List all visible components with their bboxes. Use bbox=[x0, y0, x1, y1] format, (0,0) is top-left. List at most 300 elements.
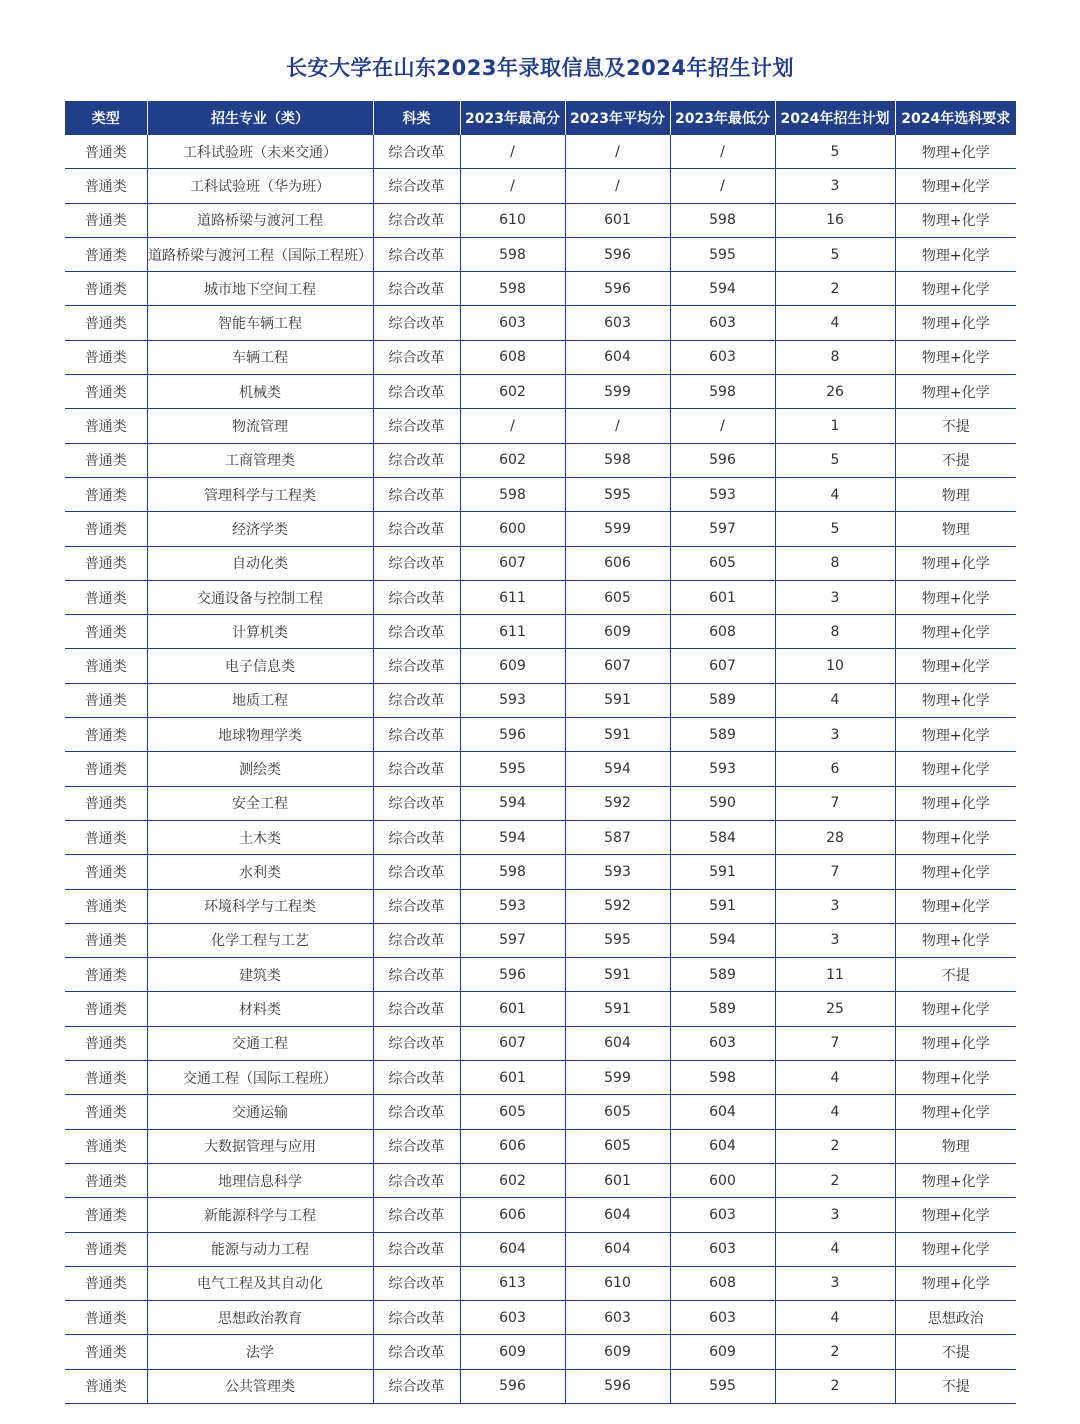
cell-max-2023: 596 bbox=[460, 718, 565, 752]
cell-major: 车辆工程 bbox=[147, 340, 373, 374]
cell-avg-2023: 587 bbox=[565, 820, 670, 854]
cell-category: 综合改革 bbox=[373, 1301, 460, 1335]
cell-min-2023: 593 bbox=[670, 477, 775, 511]
cell-plan-2024: 2 bbox=[775, 1163, 895, 1197]
cell-min-2023: 603 bbox=[670, 1026, 775, 1060]
cell-plan-2024: 2 bbox=[775, 272, 895, 306]
table-row bbox=[65, 477, 1016, 511]
cell-category: 综合改革 bbox=[373, 169, 460, 203]
cell-category: 综合改革 bbox=[373, 923, 460, 957]
cell-major: 物流管理 bbox=[147, 409, 373, 443]
cell-avg-2023: 599 bbox=[565, 375, 670, 409]
table-row bbox=[65, 992, 1016, 1026]
cell-major: 化学工程与工艺 bbox=[147, 923, 373, 957]
cell-plan-2024: 3 bbox=[775, 718, 895, 752]
cell-min-2023: 591 bbox=[670, 855, 775, 889]
cell-plan-2024: 2 bbox=[775, 1369, 895, 1403]
cell-plan-2024: 8 bbox=[775, 615, 895, 649]
cell-type: 普通类 bbox=[65, 958, 147, 992]
cell-min-2023: 591 bbox=[670, 889, 775, 923]
table-row bbox=[65, 409, 1016, 443]
cell-min-2023: 607 bbox=[670, 649, 775, 683]
cell-category: 综合改革 bbox=[373, 649, 460, 683]
cell-min-2023: 598 bbox=[670, 203, 775, 237]
cell-subject-2024: 物理+化学 bbox=[895, 546, 1016, 580]
cell-max-2023: 593 bbox=[460, 889, 565, 923]
cell-subject-2024: 物理 bbox=[895, 477, 1016, 511]
table-row bbox=[65, 1369, 1016, 1403]
cell-plan-2024: 28 bbox=[775, 820, 895, 854]
header-major: 招生专业（类） bbox=[147, 101, 373, 135]
cell-min-2023: 589 bbox=[670, 683, 775, 717]
cell-min-2023: 597 bbox=[670, 512, 775, 546]
cell-type: 普通类 bbox=[65, 683, 147, 717]
cell-major: 能源与动力工程 bbox=[147, 1232, 373, 1266]
cell-min-2023: 603 bbox=[670, 1301, 775, 1335]
header-type: 类型 bbox=[65, 101, 147, 135]
cell-category: 综合改革 bbox=[373, 855, 460, 889]
cell-major: 交通设备与控制工程 bbox=[147, 580, 373, 614]
cell-avg-2023: 601 bbox=[565, 1163, 670, 1197]
cell-major: 水利类 bbox=[147, 855, 373, 889]
cell-max-2023: 607 bbox=[460, 1026, 565, 1060]
table-row bbox=[65, 1095, 1016, 1129]
cell-max-2023: 596 bbox=[460, 958, 565, 992]
cell-max-2023: 598 bbox=[460, 272, 565, 306]
cell-min-2023: 600 bbox=[670, 1163, 775, 1197]
cell-type: 普通类 bbox=[65, 203, 147, 237]
cell-category: 综合改革 bbox=[373, 272, 460, 306]
cell-min-2023: 593 bbox=[670, 752, 775, 786]
cell-plan-2024: 7 bbox=[775, 1026, 895, 1060]
cell-major: 土木类 bbox=[147, 820, 373, 854]
cell-type: 普通类 bbox=[65, 409, 147, 443]
cell-max-2023: 594 bbox=[460, 820, 565, 854]
header-max-2023: 2023年最高分 bbox=[460, 101, 565, 135]
cell-min-2023: 589 bbox=[670, 992, 775, 1026]
cell-type: 普通类 bbox=[65, 477, 147, 511]
table-row bbox=[65, 1061, 1016, 1095]
table-row bbox=[65, 923, 1016, 957]
cell-subject-2024: 物理+化学 bbox=[895, 752, 1016, 786]
cell-min-2023: / bbox=[670, 135, 775, 169]
cell-plan-2024: 16 bbox=[775, 203, 895, 237]
table-row bbox=[65, 855, 1016, 889]
cell-major: 测绘类 bbox=[147, 752, 373, 786]
cell-avg-2023: 591 bbox=[565, 958, 670, 992]
cell-min-2023: 604 bbox=[670, 1095, 775, 1129]
table-row bbox=[65, 752, 1016, 786]
cell-type: 普通类 bbox=[65, 375, 147, 409]
cell-max-2023: 608 bbox=[460, 340, 565, 374]
table-row bbox=[65, 786, 1016, 820]
cell-avg-2023: 593 bbox=[565, 855, 670, 889]
table-row bbox=[65, 683, 1016, 717]
table-row bbox=[65, 546, 1016, 580]
cell-min-2023: 598 bbox=[670, 375, 775, 409]
cell-type: 普通类 bbox=[65, 1163, 147, 1197]
cell-subject-2024: 不提 bbox=[895, 1335, 1016, 1369]
cell-major: 新能源科学与工程 bbox=[147, 1198, 373, 1232]
cell-type: 普通类 bbox=[65, 1266, 147, 1300]
cell-plan-2024: 2 bbox=[775, 1129, 895, 1163]
cell-type: 普通类 bbox=[65, 1232, 147, 1266]
cell-type: 普通类 bbox=[65, 1369, 147, 1403]
cell-min-2023: 595 bbox=[670, 237, 775, 271]
cell-min-2023: 605 bbox=[670, 546, 775, 580]
cell-category: 综合改革 bbox=[373, 1026, 460, 1060]
cell-type: 普通类 bbox=[65, 135, 147, 169]
cell-subject-2024: 物理+化学 bbox=[895, 135, 1016, 169]
cell-plan-2024: 1 bbox=[775, 409, 895, 443]
cell-plan-2024: 4 bbox=[775, 1301, 895, 1335]
table-row bbox=[65, 169, 1016, 203]
cell-max-2023: 611 bbox=[460, 580, 565, 614]
cell-max-2023: 602 bbox=[460, 375, 565, 409]
cell-category: 综合改革 bbox=[373, 546, 460, 580]
cell-subject-2024: 物理+化学 bbox=[895, 169, 1016, 203]
cell-subject-2024: 物理+化学 bbox=[895, 889, 1016, 923]
header-category: 科类 bbox=[373, 101, 460, 135]
cell-max-2023: 601 bbox=[460, 1061, 565, 1095]
cell-avg-2023: / bbox=[565, 169, 670, 203]
cell-subject-2024: 物理+化学 bbox=[895, 683, 1016, 717]
cell-type: 普通类 bbox=[65, 1198, 147, 1232]
table-row bbox=[65, 375, 1016, 409]
cell-major: 道路桥梁与渡河工程 bbox=[147, 203, 373, 237]
cell-plan-2024: 3 bbox=[775, 1266, 895, 1300]
cell-avg-2023: 595 bbox=[565, 477, 670, 511]
cell-category: 综合改革 bbox=[373, 477, 460, 511]
cell-type: 普通类 bbox=[65, 615, 147, 649]
cell-major: 材料类 bbox=[147, 992, 373, 1026]
cell-major: 工科试验班（华为班） bbox=[147, 169, 373, 203]
cell-min-2023: 584 bbox=[670, 820, 775, 854]
cell-plan-2024: 4 bbox=[775, 1095, 895, 1129]
cell-plan-2024: 5 bbox=[775, 443, 895, 477]
cell-avg-2023: 605 bbox=[565, 580, 670, 614]
cell-min-2023: / bbox=[670, 409, 775, 443]
cell-category: 综合改革 bbox=[373, 958, 460, 992]
cell-major: 电子信息类 bbox=[147, 649, 373, 683]
cell-max-2023: 604 bbox=[460, 1232, 565, 1266]
cell-max-2023: 609 bbox=[460, 1335, 565, 1369]
cell-subject-2024: 不提 bbox=[895, 958, 1016, 992]
cell-max-2023: / bbox=[460, 169, 565, 203]
cell-max-2023: 610 bbox=[460, 203, 565, 237]
cell-category: 综合改革 bbox=[373, 683, 460, 717]
cell-avg-2023: 591 bbox=[565, 718, 670, 752]
cell-max-2023: 602 bbox=[460, 1163, 565, 1197]
cell-category: 综合改革 bbox=[373, 786, 460, 820]
cell-min-2023: 603 bbox=[670, 1198, 775, 1232]
cell-avg-2023: 605 bbox=[565, 1129, 670, 1163]
cell-min-2023: 601 bbox=[670, 580, 775, 614]
cell-plan-2024: 5 bbox=[775, 512, 895, 546]
cell-major: 电气工程及其自动化 bbox=[147, 1266, 373, 1300]
cell-plan-2024: 4 bbox=[775, 306, 895, 340]
cell-avg-2023: 609 bbox=[565, 615, 670, 649]
cell-avg-2023: 591 bbox=[565, 683, 670, 717]
cell-min-2023: 603 bbox=[670, 306, 775, 340]
cell-subject-2024: 物理+化学 bbox=[895, 923, 1016, 957]
cell-avg-2023: 596 bbox=[565, 272, 670, 306]
cell-category: 综合改革 bbox=[373, 203, 460, 237]
cell-max-2023: / bbox=[460, 409, 565, 443]
table-row bbox=[65, 443, 1016, 477]
cell-category: 综合改革 bbox=[373, 752, 460, 786]
cell-min-2023: 608 bbox=[670, 615, 775, 649]
cell-type: 普通类 bbox=[65, 1335, 147, 1369]
cell-min-2023: 594 bbox=[670, 272, 775, 306]
cell-subject-2024: 物理+化学 bbox=[895, 1026, 1016, 1060]
cell-subject-2024: 物理+化学 bbox=[895, 203, 1016, 237]
cell-max-2023: 597 bbox=[460, 923, 565, 957]
cell-subject-2024: 不提 bbox=[895, 443, 1016, 477]
cell-category: 综合改革 bbox=[373, 375, 460, 409]
table-body bbox=[65, 135, 1016, 1403]
cell-max-2023: 598 bbox=[460, 855, 565, 889]
cell-plan-2024: 5 bbox=[775, 135, 895, 169]
cell-category: 综合改革 bbox=[373, 443, 460, 477]
cell-avg-2023: 604 bbox=[565, 340, 670, 374]
cell-subject-2024: 不提 bbox=[895, 409, 1016, 443]
table-row bbox=[65, 1301, 1016, 1335]
cell-min-2023: 589 bbox=[670, 718, 775, 752]
cell-category: 综合改革 bbox=[373, 1335, 460, 1369]
cell-plan-2024: 8 bbox=[775, 340, 895, 374]
cell-avg-2023: 609 bbox=[565, 1335, 670, 1369]
cell-avg-2023: 610 bbox=[565, 1266, 670, 1300]
cell-major: 工商管理类 bbox=[147, 443, 373, 477]
cell-plan-2024: 4 bbox=[775, 1061, 895, 1095]
cell-category: 综合改革 bbox=[373, 820, 460, 854]
cell-category: 综合改革 bbox=[373, 580, 460, 614]
cell-plan-2024: 2 bbox=[775, 1335, 895, 1369]
cell-type: 普通类 bbox=[65, 889, 147, 923]
table-row bbox=[65, 1232, 1016, 1266]
cell-type: 普通类 bbox=[65, 546, 147, 580]
cell-subject-2024: 物理+化学 bbox=[895, 615, 1016, 649]
cell-subject-2024: 物理+化学 bbox=[895, 992, 1016, 1026]
cell-category: 综合改革 bbox=[373, 992, 460, 1026]
cell-plan-2024: 3 bbox=[775, 923, 895, 957]
cell-max-2023: 601 bbox=[460, 992, 565, 1026]
cell-major: 智能车辆工程 bbox=[147, 306, 373, 340]
cell-plan-2024: 8 bbox=[775, 546, 895, 580]
cell-avg-2023: 591 bbox=[565, 992, 670, 1026]
cell-max-2023: 600 bbox=[460, 512, 565, 546]
cell-subject-2024: 物理+化学 bbox=[895, 786, 1016, 820]
cell-max-2023: 603 bbox=[460, 306, 565, 340]
cell-major: 地质工程 bbox=[147, 683, 373, 717]
cell-subject-2024: 物理+化学 bbox=[895, 272, 1016, 306]
cell-max-2023: 598 bbox=[460, 477, 565, 511]
cell-type: 普通类 bbox=[65, 718, 147, 752]
cell-max-2023: 606 bbox=[460, 1129, 565, 1163]
cell-plan-2024: 7 bbox=[775, 786, 895, 820]
cell-plan-2024: 4 bbox=[775, 683, 895, 717]
cell-subject-2024: 不提 bbox=[895, 1369, 1016, 1403]
cell-avg-2023: 607 bbox=[565, 649, 670, 683]
cell-subject-2024: 物理+化学 bbox=[895, 375, 1016, 409]
cell-max-2023: / bbox=[460, 135, 565, 169]
cell-category: 综合改革 bbox=[373, 615, 460, 649]
cell-min-2023: 604 bbox=[670, 1129, 775, 1163]
table-row bbox=[65, 1266, 1016, 1300]
cell-type: 普通类 bbox=[65, 923, 147, 957]
cell-max-2023: 605 bbox=[460, 1095, 565, 1129]
cell-avg-2023: 604 bbox=[565, 1232, 670, 1266]
cell-min-2023: 603 bbox=[670, 340, 775, 374]
cell-max-2023: 609 bbox=[460, 649, 565, 683]
cell-major: 机械类 bbox=[147, 375, 373, 409]
cell-type: 普通类 bbox=[65, 306, 147, 340]
cell-min-2023: 608 bbox=[670, 1266, 775, 1300]
cell-major: 交通工程（国际工程班） bbox=[147, 1061, 373, 1095]
cell-plan-2024: 3 bbox=[775, 889, 895, 923]
cell-subject-2024: 物理+化学 bbox=[895, 1232, 1016, 1266]
table-row bbox=[65, 718, 1016, 752]
cell-type: 普通类 bbox=[65, 992, 147, 1026]
table-row bbox=[65, 1129, 1016, 1163]
cell-subject-2024: 物理+化学 bbox=[895, 237, 1016, 271]
header-plan-2024: 2024年招生计划 bbox=[775, 101, 895, 135]
cell-avg-2023: 603 bbox=[565, 306, 670, 340]
cell-major: 工科试验班（未来交通） bbox=[147, 135, 373, 169]
header-subject-2024: 2024年选科要求 bbox=[895, 101, 1016, 135]
cell-type: 普通类 bbox=[65, 580, 147, 614]
cell-avg-2023: 599 bbox=[565, 512, 670, 546]
cell-min-2023: 594 bbox=[670, 923, 775, 957]
cell-plan-2024: 3 bbox=[775, 169, 895, 203]
cell-subject-2024: 物理+化学 bbox=[895, 306, 1016, 340]
header-min-2023: 2023年最低分 bbox=[670, 101, 775, 135]
cell-avg-2023: 603 bbox=[565, 1301, 670, 1335]
cell-min-2023: 590 bbox=[670, 786, 775, 820]
cell-type: 普通类 bbox=[65, 786, 147, 820]
cell-subject-2024: 思想政治 bbox=[895, 1301, 1016, 1335]
cell-max-2023: 606 bbox=[460, 1198, 565, 1232]
cell-category: 综合改革 bbox=[373, 718, 460, 752]
cell-max-2023: 596 bbox=[460, 1369, 565, 1403]
table-row bbox=[65, 615, 1016, 649]
cell-major: 计算机类 bbox=[147, 615, 373, 649]
cell-max-2023: 593 bbox=[460, 683, 565, 717]
cell-type: 普通类 bbox=[65, 169, 147, 203]
cell-plan-2024: 3 bbox=[775, 580, 895, 614]
cell-category: 综合改革 bbox=[373, 1232, 460, 1266]
cell-avg-2023: 595 bbox=[565, 923, 670, 957]
cell-category: 综合改革 bbox=[373, 512, 460, 546]
cell-major: 环境科学与工程类 bbox=[147, 889, 373, 923]
cell-subject-2024: 物理 bbox=[895, 512, 1016, 546]
cell-avg-2023: 594 bbox=[565, 752, 670, 786]
table-row bbox=[65, 1335, 1016, 1369]
cell-major: 交通工程 bbox=[147, 1026, 373, 1060]
cell-major: 地球物理学类 bbox=[147, 718, 373, 752]
cell-major: 经济学类 bbox=[147, 512, 373, 546]
cell-avg-2023: 592 bbox=[565, 889, 670, 923]
cell-category: 综合改革 bbox=[373, 1129, 460, 1163]
cell-plan-2024: 7 bbox=[775, 855, 895, 889]
cell-plan-2024: 3 bbox=[775, 1198, 895, 1232]
cell-max-2023: 613 bbox=[460, 1266, 565, 1300]
cell-type: 普通类 bbox=[65, 1129, 147, 1163]
cell-avg-2023: 592 bbox=[565, 786, 670, 820]
cell-type: 普通类 bbox=[65, 1301, 147, 1335]
cell-max-2023: 598 bbox=[460, 237, 565, 271]
cell-subject-2024: 物理+化学 bbox=[895, 340, 1016, 374]
table-row bbox=[65, 237, 1016, 271]
cell-min-2023: 603 bbox=[670, 1232, 775, 1266]
cell-category: 综合改革 bbox=[373, 1095, 460, 1129]
table-row bbox=[65, 203, 1016, 237]
cell-type: 普通类 bbox=[65, 340, 147, 374]
cell-type: 普通类 bbox=[65, 272, 147, 306]
cell-min-2023: / bbox=[670, 169, 775, 203]
cell-plan-2024: 11 bbox=[775, 958, 895, 992]
cell-plan-2024: 4 bbox=[775, 477, 895, 511]
cell-avg-2023: 596 bbox=[565, 1369, 670, 1403]
cell-max-2023: 611 bbox=[460, 615, 565, 649]
cell-major: 道路桥梁与渡河工程（国际工程班） bbox=[147, 237, 373, 271]
cell-plan-2024: 26 bbox=[775, 375, 895, 409]
cell-subject-2024: 物理+化学 bbox=[895, 855, 1016, 889]
cell-subject-2024: 物理+化学 bbox=[895, 820, 1016, 854]
cell-avg-2023: 606 bbox=[565, 546, 670, 580]
cell-subject-2024: 物理+化学 bbox=[895, 718, 1016, 752]
cell-type: 普通类 bbox=[65, 1095, 147, 1129]
cell-max-2023: 602 bbox=[460, 443, 565, 477]
table-row bbox=[65, 820, 1016, 854]
cell-category: 综合改革 bbox=[373, 135, 460, 169]
cell-major: 交通运输 bbox=[147, 1095, 373, 1129]
table-row bbox=[65, 580, 1016, 614]
cell-major: 法学 bbox=[147, 1335, 373, 1369]
cell-type: 普通类 bbox=[65, 1061, 147, 1095]
cell-category: 综合改革 bbox=[373, 889, 460, 923]
cell-avg-2023: 596 bbox=[565, 237, 670, 271]
table-row bbox=[65, 889, 1016, 923]
cell-plan-2024: 10 bbox=[775, 649, 895, 683]
table-row bbox=[65, 958, 1016, 992]
table-row bbox=[65, 340, 1016, 374]
cell-category: 综合改革 bbox=[373, 1061, 460, 1095]
cell-type: 普通类 bbox=[65, 649, 147, 683]
cell-major: 公共管理类 bbox=[147, 1369, 373, 1403]
cell-max-2023: 594 bbox=[460, 786, 565, 820]
cell-subject-2024: 物理+化学 bbox=[895, 1198, 1016, 1232]
cell-type: 普通类 bbox=[65, 820, 147, 854]
cell-category: 综合改革 bbox=[373, 306, 460, 340]
cell-subject-2024: 物理+化学 bbox=[895, 1163, 1016, 1197]
admission-table bbox=[65, 101, 1016, 1404]
table-row bbox=[65, 135, 1016, 169]
cell-major: 大数据管理与应用 bbox=[147, 1129, 373, 1163]
table-row bbox=[65, 306, 1016, 340]
table-row bbox=[65, 1026, 1016, 1060]
cell-subject-2024: 物理+化学 bbox=[895, 1095, 1016, 1129]
cell-major: 城市地下空间工程 bbox=[147, 272, 373, 306]
cell-major: 管理科学与工程类 bbox=[147, 477, 373, 511]
table-row bbox=[65, 649, 1016, 683]
cell-subject-2024: 物理 bbox=[895, 1129, 1016, 1163]
header-avg-2023: 2023年平均分 bbox=[565, 101, 670, 135]
table-row bbox=[65, 272, 1016, 306]
cell-avg-2023: / bbox=[565, 135, 670, 169]
cell-avg-2023: 601 bbox=[565, 203, 670, 237]
